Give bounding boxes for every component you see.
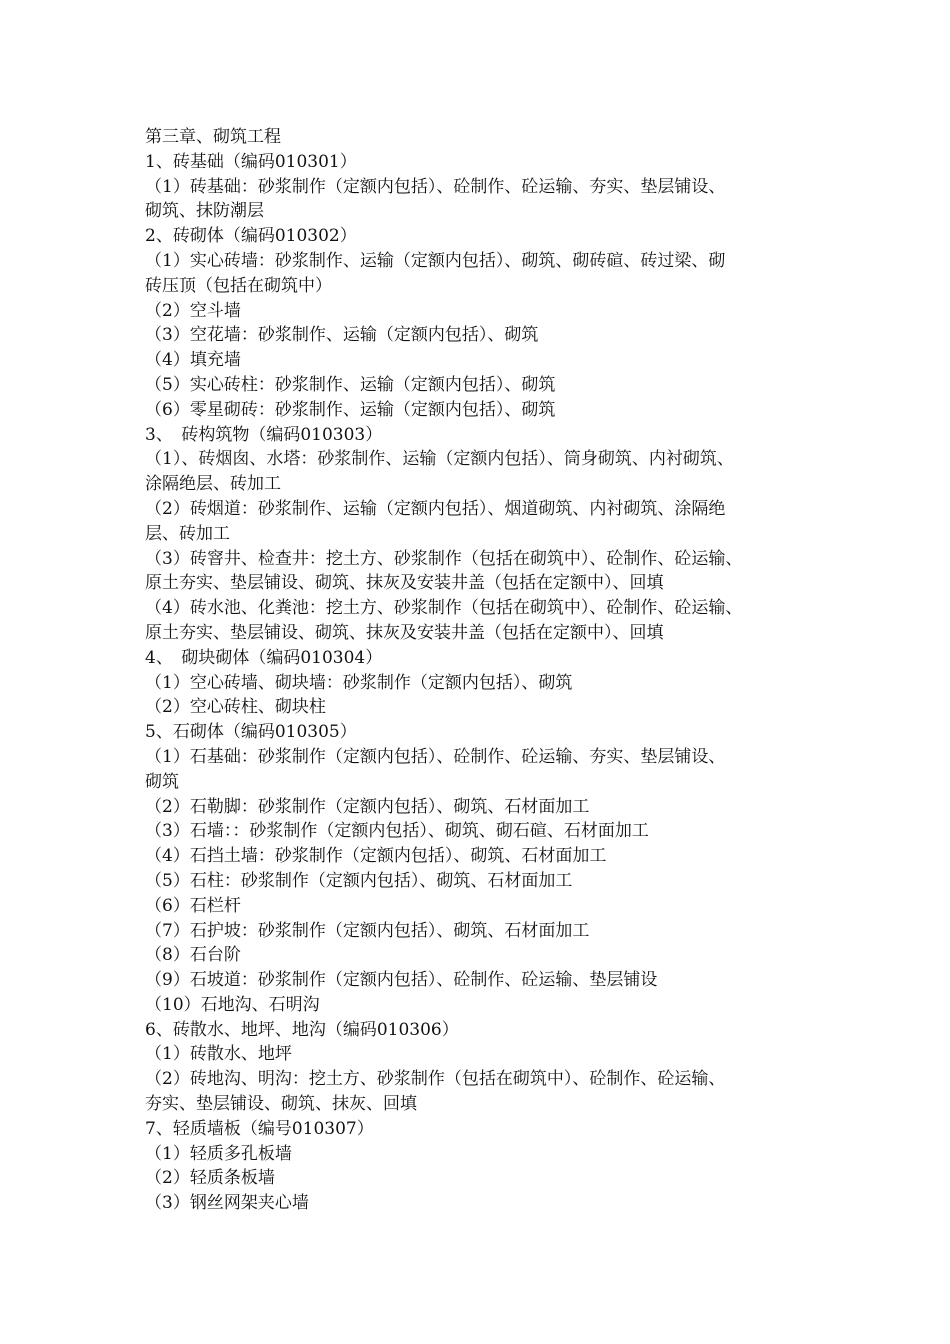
text-line: （3）砖窨井、检查井：挖土方、砂浆制作（包括在砌筑中）、砼制作、砼运输、	[145, 548, 743, 569]
text-line: （7）石护坡：砂浆制作（定额内包括）、砌筑、石材面加工	[145, 920, 590, 941]
text-line: （10）石地沟、石明沟	[145, 994, 320, 1015]
text-line: （2）砖烟道：砂浆制作、运输（定额内包括）、烟道砌筑、内衬砌筑、涂隔绝	[145, 498, 726, 519]
document-body	[145, 125, 835, 1216]
text-line: （4）石挡土墙：砂浆制作（定额内包括）、砌筑、石材面加工	[145, 846, 607, 867]
text-line: 砌筑、抹防潮层	[145, 201, 264, 222]
text-line: （5）实心砖柱：砂浆制作、运输（定额内包括）、砌筑	[145, 374, 556, 395]
text-line: 原土夯实、垫层铺设、砌筑、抹灰及安装井盖（包括在定额中）、回填	[145, 573, 664, 594]
text-line: （2）石勒脚：砂浆制作（定额内包括）、砌筑、石材面加工	[145, 796, 590, 817]
section-heading: 1、砖基础（编码010301）	[145, 151, 357, 172]
text-line: （1）轻质多孔板墙	[145, 1143, 292, 1164]
text-line: （2）空心砖柱、砌块柱	[145, 697, 326, 718]
text-line: （3）空花墙：砂浆制作、运输（定额内包括）、砌筑	[145, 325, 539, 346]
text-line: （6）零星砌砖：砂浆制作、运输（定额内包括）、砌筑	[145, 399, 556, 420]
text-line: （1）砖基础：砂浆制作（定额内包括）、砼制作、砼运输、夯实、垫层铺设、	[145, 176, 726, 197]
section-heading: 5、石砌体（编码010305）	[145, 722, 357, 743]
text-line: 层、砖加工	[145, 523, 230, 544]
text-line: （2）空斗墙	[145, 300, 241, 321]
text-line: （4）砖水池、化粪池：挖土方、砂浆制作（包括在砌筑中）、砼制作、砼运输、	[145, 598, 743, 619]
text-line: 砖压顶（包括在砌筑中）	[145, 275, 332, 296]
text-line: 涂隔绝层、砖加工	[145, 474, 281, 495]
text-line: （1）石基础：砂浆制作（定额内包括）、砼制作、砼运输、夯实、垫层铺设、	[145, 746, 726, 767]
text-line: （1）空心砖墙、砌块墙：砂浆制作（定额内包括）、砌筑	[145, 672, 573, 693]
text-line: （1）砖散水、地坪	[145, 1044, 292, 1065]
text-line: （6）石栏杆	[145, 895, 241, 916]
text-line: 原土夯实、垫层铺设、砌筑、抹灰及安装井盖（包括在定额中）、回填	[145, 622, 664, 643]
text-line: （2）轻质条板墙	[145, 1168, 275, 1189]
section-heading: 6、砖散水、地坪、地沟（编码010306）	[145, 1019, 459, 1040]
text-line: （9）石坡道：砂浆制作（定额内包括）、砼制作、砼运输、垫层铺设	[145, 970, 658, 991]
chapter-title: 第三章、砌筑工程	[145, 127, 281, 147]
text-line: （1）实心砖墙：砂浆制作、运输（定额内包括）、砌筑、砌砖碹、砖过梁、砌	[145, 250, 726, 271]
text-line: （5）石柱：砂浆制作（定额内包括）、砌筑、石材面加工	[145, 870, 573, 891]
text-line: （2）砖地沟、明沟：挖土方、砂浆制作（包括在砌筑中）、砼制作、砼运输、	[145, 1069, 726, 1090]
section-heading: 4、 砌块砌体（编码010304）	[145, 647, 383, 668]
section-heading: 3、 砖构筑物（编码010303）	[145, 424, 383, 445]
text-line: （8）石台阶	[145, 945, 241, 966]
text-line: （1）、砖烟囱、水塔：砂浆制作、运输（定额内包括）、筒身砌筑、内衬砌筑、	[145, 449, 734, 470]
text-line: （3）石墙：：砂浆制作（定额内包括）、砌筑、砌石碹、石材面加工	[145, 821, 649, 842]
text-line: （4）填充墙	[145, 350, 241, 371]
section-heading: 7、轻质墙板（编号010307）	[145, 1118, 374, 1139]
text-line: （3）钢丝网架夹心墙	[145, 1193, 309, 1214]
text-line: 砌筑	[145, 771, 179, 792]
text-line: 夯实、垫层铺设、砌筑、抹灰、回填	[145, 1094, 417, 1115]
section-heading: 2、砖砌体（编码010302）	[145, 226, 357, 247]
